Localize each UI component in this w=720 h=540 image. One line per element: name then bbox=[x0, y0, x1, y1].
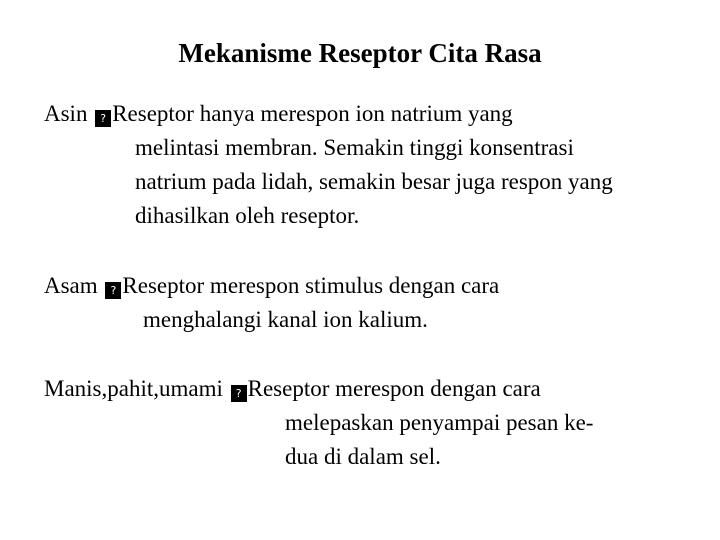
description-line: Reseptor merespon dengan cara bbox=[247, 376, 541, 401]
description-line: dua di dalam sel. bbox=[285, 444, 441, 469]
arrow-glyph-icon: ? bbox=[105, 282, 121, 299]
item-manis-first-line bbox=[44, 373, 541, 405]
term-asin: Asin bbox=[44, 101, 88, 126]
arrow-glyph-icon: ? bbox=[231, 385, 247, 402]
description-line: Reseptor merespon stimulus dengan cara bbox=[122, 273, 500, 298]
term-manis-pahit-umami: Manis,pahit,umami bbox=[44, 376, 223, 401]
description-line: menghalangi kanal ion kalium. bbox=[143, 307, 428, 332]
description-line: melepaskan penyampai pesan ke- bbox=[285, 410, 594, 435]
arrow-glyph-icon: ? bbox=[95, 110, 111, 127]
item-asin-first-line bbox=[44, 98, 513, 130]
description-line: Reseptor hanya merespon ion natrium yang bbox=[112, 101, 513, 126]
term-asam: Asam bbox=[44, 273, 98, 298]
description-line: melintasi membran. Semakin tinggi konsentrasi bbox=[135, 135, 574, 160]
slide-title: Mekanisme Reseptor Cita Rasa bbox=[178, 38, 542, 68]
item-asam-first-line bbox=[44, 270, 499, 302]
description-line: dihasilkan oleh reseptor. bbox=[135, 203, 360, 228]
description-line: natrium pada lidah, semakin besar juga respon yang bbox=[135, 169, 613, 194]
